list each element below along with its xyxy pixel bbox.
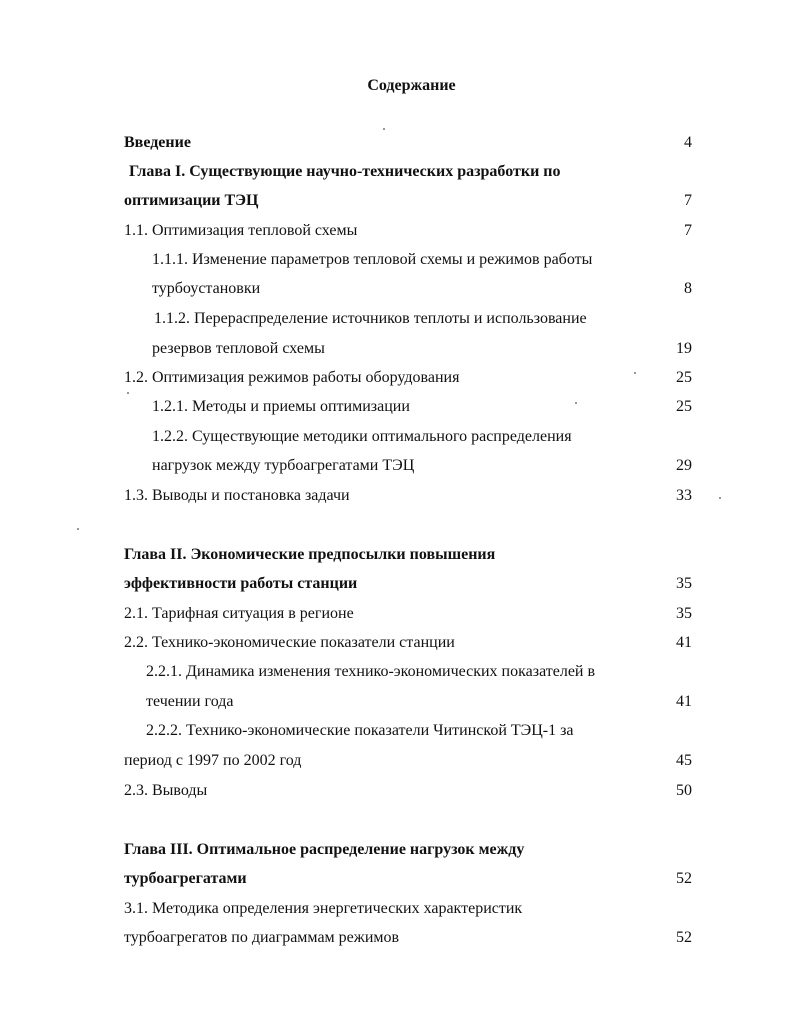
toc-entry-text: 2.1. Тарифная ситуация в регионе — [124, 605, 354, 622]
toc-entry-text: 2.2. Технико-экономические показатели станции — [124, 634, 455, 651]
toc-entry-page: 52 — [676, 870, 692, 887]
toc-entry-text: турбоагрегатов по диаграммам режимов — [124, 929, 400, 946]
toc-entry-page: 7 — [684, 222, 692, 239]
toc-entry-page: 45 — [676, 752, 692, 769]
toc-entry-page: 29 — [676, 457, 692, 474]
toc-entry-text: Глава II. Экономические предпосылки повышения — [124, 546, 496, 563]
toc-entry-text: 1.1.1. Изменение параметров тепловой схемы и режимов работы — [152, 251, 593, 268]
toc-entry-text: Глава III. Оптимальное распределение нагрузок между — [124, 841, 525, 858]
toc-entry-text: 1.1. Оптимизация тепловой схемы — [124, 222, 358, 239]
toc-entry-page: 8 — [684, 280, 692, 297]
toc-entry-text: резервов тепловой схемы — [152, 340, 325, 357]
toc-entry-text: 1.2.2. Существующие методики оптимального распределения — [152, 428, 572, 445]
scan-speck — [77, 528, 79, 530]
toc-entry-page: 33 — [676, 487, 692, 504]
toc-entry-page: 35 — [676, 575, 692, 592]
page-title: Содержание — [367, 77, 456, 94]
toc-entry-text: турбоустановки — [152, 280, 261, 297]
scan-speck — [575, 402, 577, 404]
scan-speck — [127, 392, 129, 394]
toc-entry-text: 1.2. Оптимизация режимов работы оборудования — [124, 369, 460, 386]
toc-entry-page: 25 — [676, 369, 692, 386]
toc-entry-page: 52 — [676, 929, 692, 946]
toc-entry-page: 41 — [676, 693, 692, 710]
toc-entry-text: Введение — [124, 134, 191, 151]
toc-entry-page: 4 — [684, 134, 692, 151]
toc-entry-text: турбоагрегатами — [124, 870, 247, 887]
toc-entry-page: 25 — [676, 398, 692, 415]
toc-entry-text: 2.3. Выводы — [124, 782, 208, 799]
toc-entry-page: 35 — [676, 605, 692, 622]
scan-speck — [719, 497, 721, 499]
toc-entry-text: Глава I. Существующие научно-технических разработки по — [129, 163, 561, 180]
scan-speck — [383, 128, 385, 130]
toc-entry-text: 3.1. Методика определения энергетических характеристик — [124, 900, 523, 917]
toc-entry-text: 2.2.1. Динамика изменения технико-экономических показателей в — [146, 663, 596, 680]
toc-entry-page: 19 — [676, 340, 692, 357]
toc-entry-text: 1.2.1. Методы и приемы оптимизации — [152, 398, 410, 415]
toc-entry-text: 1.1.2. Перераспределение источников теплоты и использование — [154, 310, 587, 327]
toc-entry-page: 41 — [676, 634, 692, 651]
toc-entry-text: эффективности работы станции — [124, 575, 358, 592]
scan-speck — [634, 372, 636, 374]
toc-entry-page: 50 — [676, 782, 692, 799]
toc-entry-text: 2.2.2. Технико-экономические показатели Читинской ТЭЦ-1 за — [146, 722, 574, 739]
toc-entry-page: 7 — [684, 192, 692, 209]
toc-entry-text: течении года — [146, 693, 234, 710]
toc-entry-text: оптимизации ТЭЦ — [124, 192, 259, 209]
toc-entry-text: нагрузок между турбоагрегатами ТЭЦ — [152, 457, 415, 474]
toc-entry-text: период с 1997 по 2002 год — [124, 752, 302, 769]
toc-entry-text: 1.3. Выводы и постановка задачи — [124, 487, 350, 504]
